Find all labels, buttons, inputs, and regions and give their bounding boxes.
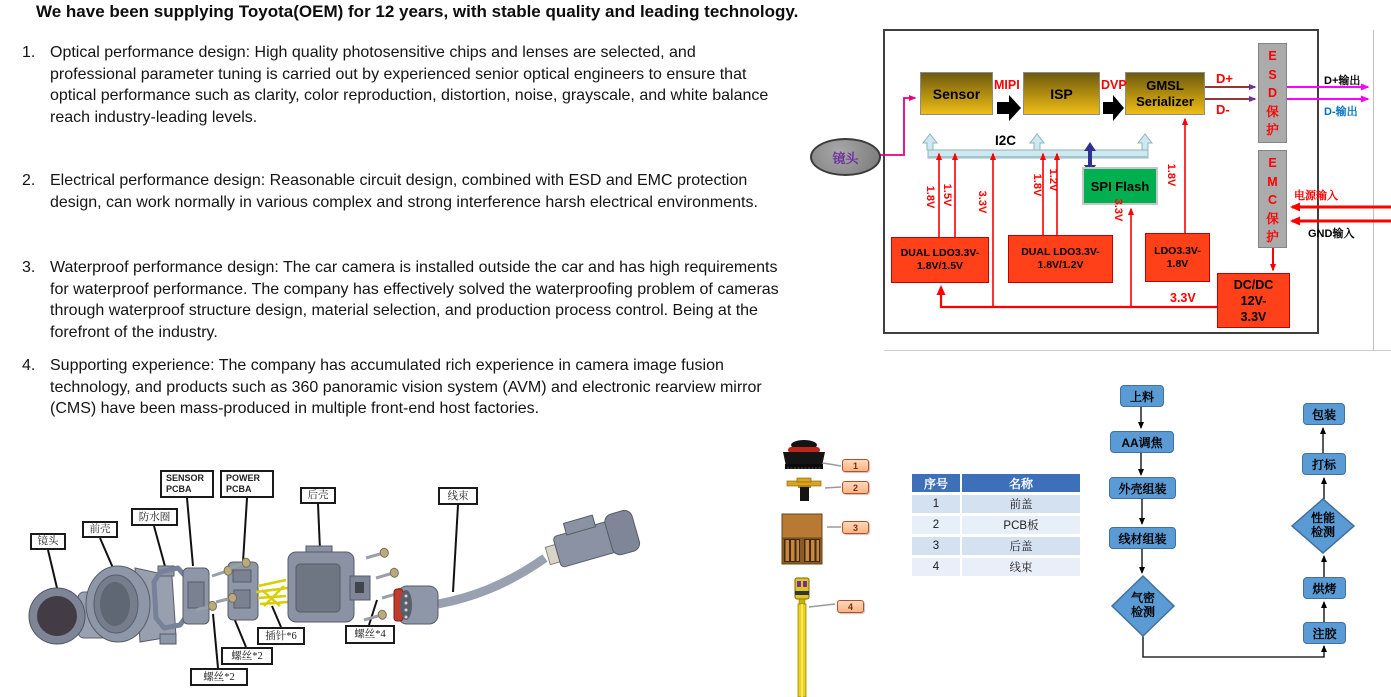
- flow-node-loading: 上料: [1120, 385, 1164, 407]
- isp-label: ISP: [1050, 85, 1073, 102]
- v18-left-label: 1.8V: [924, 185, 936, 209]
- list-item-1-text: Optical performance design: High quality photosensitive chips and lenses are selected, and professional parameter tuning is carried out by experienced senior optical engineers to ensure that optical performance such as clarity, color reproduction, distortion, noise, grayscale, and white balance reach industry-leading levels.: [50, 44, 769, 126]
- mipi-label: MIPI: [994, 78, 1020, 92]
- flow-node-glue-injection: 注胶: [1303, 622, 1346, 644]
- gmsl-serializer-block: [1125, 72, 1205, 115]
- row4-index: 4: [912, 558, 960, 576]
- label-harness: 线束: [438, 487, 478, 505]
- dcdc-line3: 3.3V: [1240, 309, 1267, 324]
- row1-name: 前盖: [962, 495, 1080, 513]
- bus-arrow-isp: [1030, 134, 1044, 150]
- v18-mid-label: 1.8V: [1031, 173, 1043, 197]
- esd-protection-block: [1258, 43, 1287, 143]
- list-item-3-text: Waterproof performance design: The car camera is installed outside the car and has high requirements for waterproof performance. The company has effectively solved the waterproofing problem of cameras through waterproof structure design, material selection, and production process control. Being at the forefront of the industry.: [50, 259, 779, 341]
- row2-name: PCB板: [962, 516, 1080, 534]
- part2-pcb: [787, 478, 821, 501]
- front-shell-part: [86, 566, 176, 644]
- dplus-out-label: D+输出: [1324, 75, 1361, 87]
- callout-badge-4: 4: [837, 600, 864, 613]
- power-in-label: 电源输入: [1294, 190, 1338, 202]
- bus-arrow-gmsl: [1138, 134, 1152, 150]
- lens-label: 镜头: [832, 150, 859, 166]
- flow-node-aa-focus: AA调焦: [1110, 431, 1174, 453]
- label-waterproof-ring: 防水圈: [131, 508, 178, 526]
- label-pins: 插针*6: [257, 627, 305, 645]
- label-rear-shell: 后壳: [300, 487, 336, 504]
- v15-left-label: 1.5V: [941, 183, 953, 207]
- ldo1-line1: DUAL LDO3.3V-: [900, 247, 980, 259]
- parts-table: [912, 474, 1080, 579]
- esd-label: ESD保护: [1266, 49, 1279, 137]
- callout-badge-2: 2: [842, 481, 869, 494]
- label-screws4: 螺丝*4: [345, 625, 395, 644]
- dcdc-line2: 12V-: [1240, 293, 1267, 308]
- v18-gmsl-label: 1.8V: [1165, 163, 1177, 187]
- label-screws2-b: 螺丝*2: [190, 668, 248, 686]
- dminus-label: D-: [1216, 102, 1230, 117]
- flow-node-airtight-test-label: 气密检测: [1130, 591, 1155, 619]
- header-name: 名称: [962, 474, 1080, 492]
- label-sensor-pcba: SENSOR PCBA: [160, 470, 214, 498]
- flow-node-marking: 打标: [1302, 453, 1346, 475]
- spi-flash-label: SPI Flash: [1090, 178, 1150, 194]
- flow-node-packaging: 包装: [1303, 403, 1345, 425]
- row3-name: 后盖: [962, 537, 1080, 555]
- ldo3-line1: LDO3.3V-: [1154, 244, 1201, 257]
- dcdc-block: [1217, 273, 1290, 328]
- label-front-shell: 前壳: [82, 521, 118, 538]
- label-power-pcba: POWER PCBA: [220, 470, 274, 498]
- isp-block: [1023, 72, 1100, 115]
- row1-index: 1: [912, 495, 960, 513]
- dvp-arrow: [1103, 95, 1124, 121]
- label-screws2-a: 螺丝*2: [221, 647, 273, 665]
- callout-badge-1: 1: [842, 459, 869, 472]
- table-row: [912, 537, 1080, 555]
- ldo3-block: [1145, 233, 1210, 282]
- v33-spi-label: 3.3V: [1112, 198, 1124, 222]
- lens-node: [810, 138, 881, 176]
- mipi-arrow: [997, 95, 1021, 121]
- list-item-4-text: Supporting experience: The company has accumulated rich experience in camera image fusion technology, and products such as 360 panoramic vision system (AVM) and electronic rearview mirror (CMS) have been mass-produced in multiple front-end host factories.: [50, 357, 762, 417]
- emc-protection-block: [1258, 150, 1287, 248]
- row3-index: 3: [912, 537, 960, 555]
- ldo2-line1: DUAL LDO3.3V-: [1021, 246, 1100, 258]
- ldo3-line2: 1.8V: [1166, 257, 1189, 270]
- page-title: We have been supplying Toyota(OEM) for 12 years, with stable quality and leading technology.: [36, 2, 799, 21]
- part1-front-cap: [783, 440, 825, 469]
- gnd-in-label: GND输入: [1308, 228, 1355, 240]
- table-row: [912, 558, 1080, 576]
- gmsl-label: GMSL Serializer: [1136, 77, 1194, 109]
- list-item-2-number: 2.: [22, 172, 36, 189]
- dplus-label: D+: [1216, 71, 1233, 86]
- ldo2-block: [1008, 235, 1113, 283]
- lens-wire: [877, 98, 915, 155]
- v12-mid-label: 1.2V: [1047, 168, 1059, 192]
- rear-shell-part: [288, 546, 370, 622]
- flow-node-shell-assembly: 外壳组装: [1109, 477, 1176, 499]
- exploded-drawing: [0, 440, 760, 697]
- flow-node-wire-assembly: 线材组装: [1109, 527, 1176, 549]
- harness-part: [394, 505, 641, 624]
- ldo1-block: [891, 237, 989, 283]
- circuit-diagram: [800, 25, 1391, 355]
- part4-harness: [795, 578, 809, 697]
- flow-node-performance-test-label: 性能检测: [1310, 511, 1335, 539]
- table-row: [912, 495, 1080, 513]
- rail-3v3-label: 3.3V: [1170, 291, 1196, 305]
- list-item-1-number: 1.: [22, 44, 36, 61]
- label-lens: 镜头: [30, 533, 66, 550]
- header-index: 序号: [912, 474, 960, 492]
- v33-left-label: 3.3V: [976, 190, 988, 214]
- sensor-block: [920, 72, 993, 115]
- emc-label: EMC保护: [1266, 156, 1279, 244]
- sensor-pcba-part: [183, 568, 209, 624]
- ldo2-line2: 1.8V/1.2V: [1037, 259, 1084, 271]
- row4-name: 线束: [962, 558, 1080, 576]
- part3-rear-cover: [782, 514, 822, 564]
- dcdc-line1: DC/DC: [1233, 277, 1274, 292]
- i2c-label: I2C: [995, 133, 1017, 148]
- list-item-4-number: 4.: [22, 357, 36, 374]
- dminus-out-label: D-输出: [1324, 106, 1358, 118]
- row2-index: 2: [912, 516, 960, 534]
- table-row: [912, 516, 1080, 534]
- list-item-3-number: 3.: [22, 259, 36, 276]
- sensor-label: Sensor: [932, 85, 981, 102]
- dvp-label: DVP: [1101, 78, 1127, 92]
- list-item-2-text: Electrical performance design: Reasonable circuit design, combined with ESD and EMC protection design, can work normally in various complex and strong interference harsh electrical environments.: [50, 172, 758, 211]
- pins-part: [256, 580, 288, 606]
- parts-table-header: [912, 474, 1080, 492]
- ldo1-line2: 1.8V/1.5V: [916, 260, 964, 272]
- exploded-view: [0, 440, 760, 697]
- bus-arrow-sensor: [923, 134, 937, 150]
- flow-node-baking: 烘烤: [1303, 577, 1346, 599]
- part-thumbnails: [775, 435, 895, 697]
- callout-badge-3: 3: [842, 521, 869, 534]
